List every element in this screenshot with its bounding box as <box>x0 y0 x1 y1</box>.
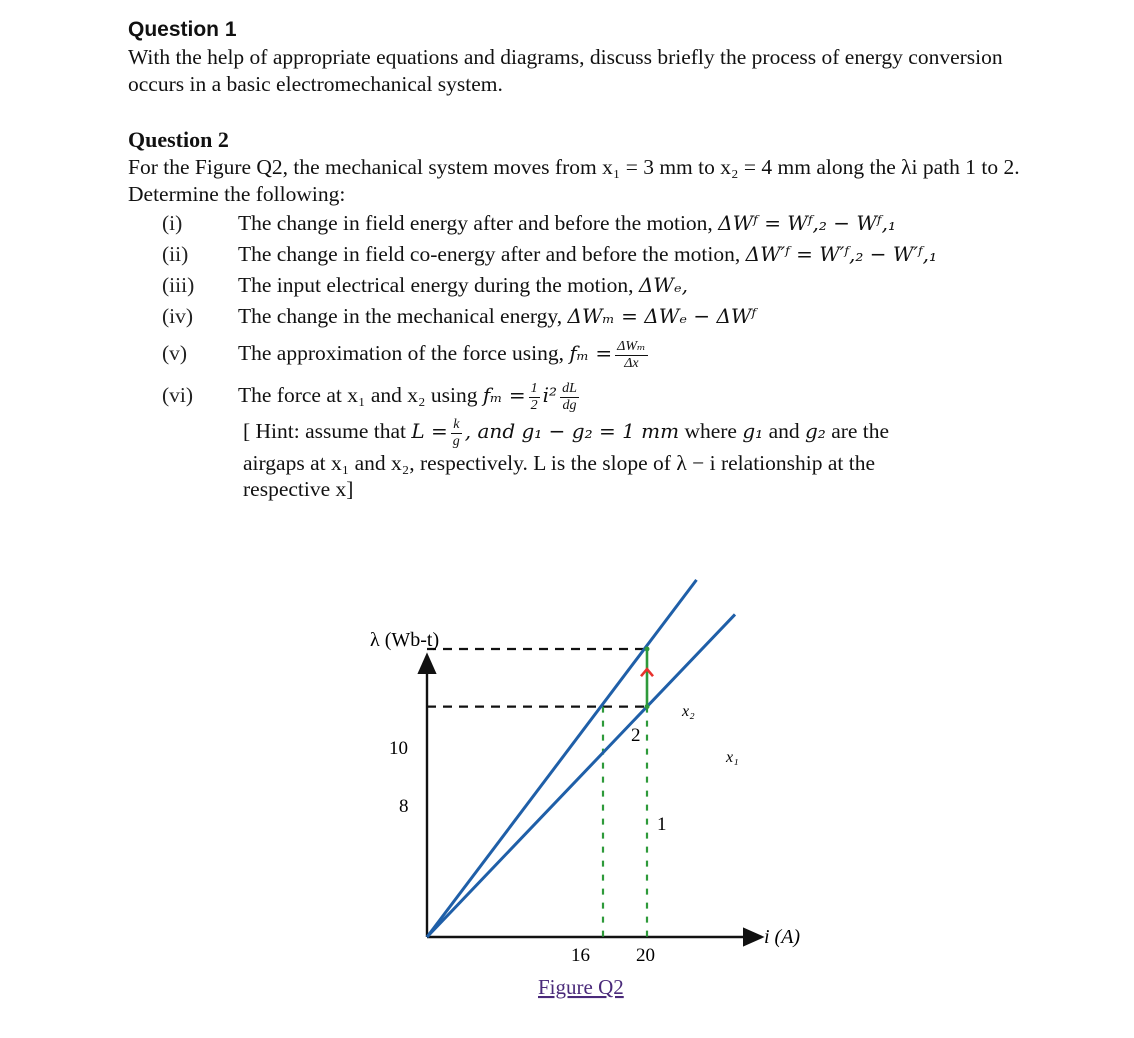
series-line-x2 <box>427 580 697 937</box>
chart-axes <box>427 662 755 937</box>
item-text: The change in field energy after and before the motion, <box>238 211 719 235</box>
item-text: The input electrical energy during the motion, <box>238 273 639 297</box>
fraction-numerator: ΔWₘ <box>617 338 646 354</box>
item-number: (v) <box>162 341 188 365</box>
item-text: The change in field co-energy after and before the motion, <box>238 242 746 266</box>
item-equation: ΔWₘ = ΔWₑ − ΔWᶠ <box>567 304 757 328</box>
point-label-1: 1 <box>657 814 667 835</box>
y-axis-label: λ (Wb-t) <box>370 629 440 651</box>
hint-g2: g₂ <box>804 419 826 443</box>
hint-line-3: respective x] <box>243 477 354 501</box>
current-squared: i² <box>542 383 558 407</box>
item-text: The approximation of the force using, <box>238 341 570 365</box>
hint-open: [ Hint: assume that <box>243 419 412 443</box>
hint-mid: where <box>679 419 743 443</box>
item-equation: fₘ = <box>569 341 613 365</box>
data-point-1 <box>645 704 650 709</box>
y-tick-10: 10 <box>389 738 408 759</box>
hint-line-2: airgaps at x₁ and x₂, respectively. L is the slope of λ − i relationship at the <box>243 451 876 475</box>
fraction-numerator: dL <box>562 380 577 396</box>
question-1-body: With the help of appropriate equations and diagrams, discuss briefly the process of energy conversion occurs in a basic electromechanical system. <box>128 45 1003 96</box>
item-number: (iii) <box>162 273 195 297</box>
item-equation: ΔW′ᶠ = W′ᶠ,₂ − W′ᶠ,₁ <box>745 242 938 266</box>
item-number: (i) <box>162 211 183 235</box>
series-label-x1: x₁ <box>726 749 739 766</box>
fraction-denominator: dg <box>562 397 577 413</box>
item-equation: ΔWₑ, <box>638 273 688 297</box>
hint-and: and <box>763 419 805 443</box>
data-point-2 <box>645 647 650 652</box>
fraction-denominator: 2 <box>530 397 538 413</box>
item-text: The change in the mechanical energy, <box>238 304 568 328</box>
fraction-numerator: k <box>451 417 462 434</box>
item-equation: fₘ = <box>482 383 526 407</box>
item-number: (vi) <box>162 383 194 407</box>
hint-g1: g₁ <box>742 419 764 443</box>
x-tick-16: 16 <box>571 945 590 966</box>
chart-labels <box>370 629 800 999</box>
x-tick-20: 20 <box>636 945 655 966</box>
y-tick-8: 8 <box>399 796 409 817</box>
point-label-2: 2 <box>631 725 641 746</box>
item-equation: ΔWᶠ = Wᶠ,₂ − Wᶠ,₁ <box>718 211 896 235</box>
fraction-denominator: g <box>452 433 460 449</box>
item-number: (iv) <box>162 304 194 328</box>
question-1-heading: Question 1 <box>128 18 237 41</box>
fraction-denominator: Δx <box>624 355 639 371</box>
x-axis-label: i (A) <box>764 926 801 948</box>
item-number: (ii) <box>162 242 189 266</box>
hint-end: are the <box>825 419 890 443</box>
figure-caption: Figure Q2 <box>538 975 624 999</box>
question-2-heading: Question 2 <box>128 127 229 152</box>
fraction-numerator: 1 <box>530 380 538 396</box>
series-label-x2: x₂ <box>682 703 695 720</box>
series-line-x1 <box>427 614 735 937</box>
hint-eq-l: L = <box>411 419 448 443</box>
hint-eq-gap: , and g₁ − g₂ = 1 mm <box>464 419 680 443</box>
series-lines <box>427 580 735 937</box>
item-text: The force at x₁ and x₂ using <box>238 383 483 407</box>
question-2-intro: For the Figure Q2, the mechanical system moves from x₁ = 3 mm to x₂ = 4 mm along the λi path 1 to 2. Determine the following: <box>128 155 1020 206</box>
